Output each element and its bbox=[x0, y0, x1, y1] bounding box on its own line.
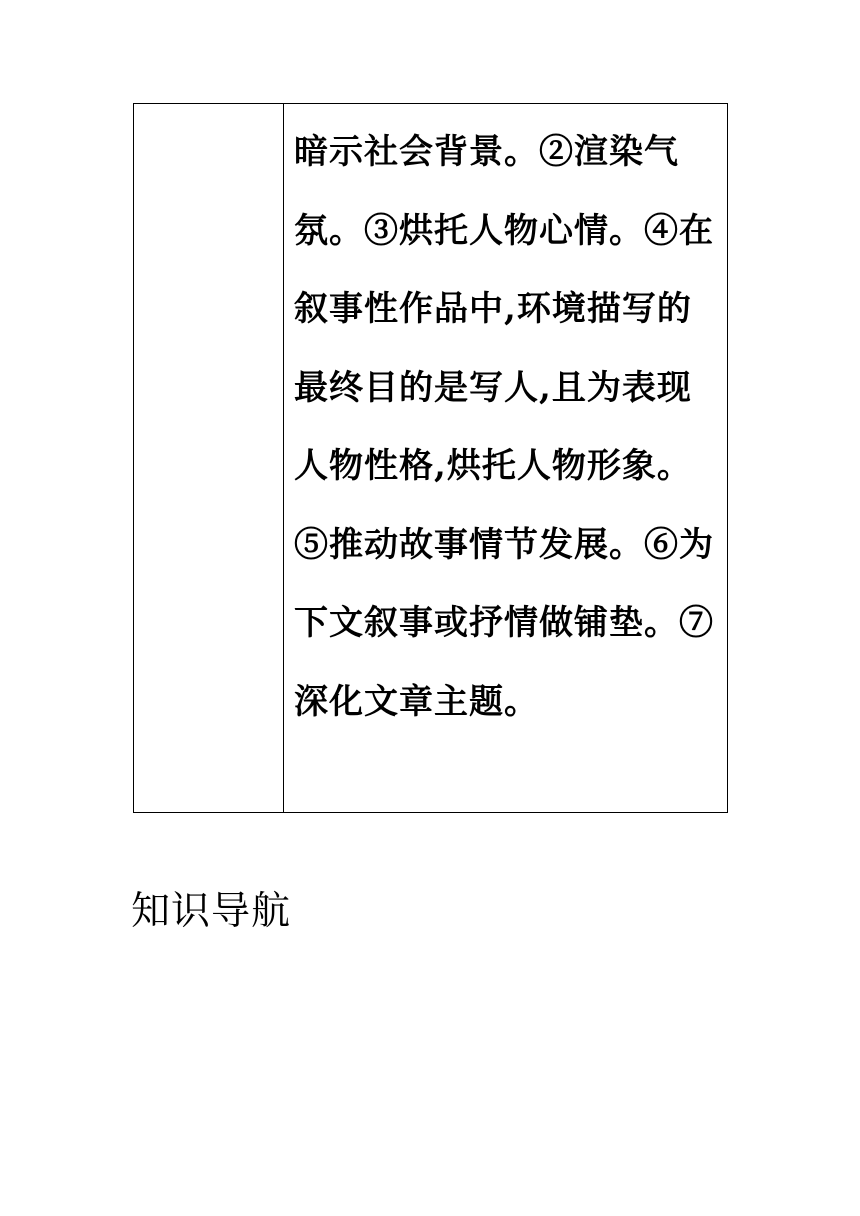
table-row bbox=[134, 104, 728, 813]
section-heading: 知识导航 bbox=[131, 889, 292, 934]
environment-description-functions: 暗示社会背景。②渲染气氛。③烘托人物心情。④在叙事性作品中,环境描写的最终目的是写人,且为表现人物性格,烘托人物形象。⑤推动故事情节发展。⑥为下文叙事或抒情做铺垫。⑦深化文章主题。 bbox=[294, 132, 714, 722]
table-cell-left bbox=[134, 104, 284, 813]
table-cell-right bbox=[284, 104, 728, 813]
content-table bbox=[133, 103, 728, 813]
